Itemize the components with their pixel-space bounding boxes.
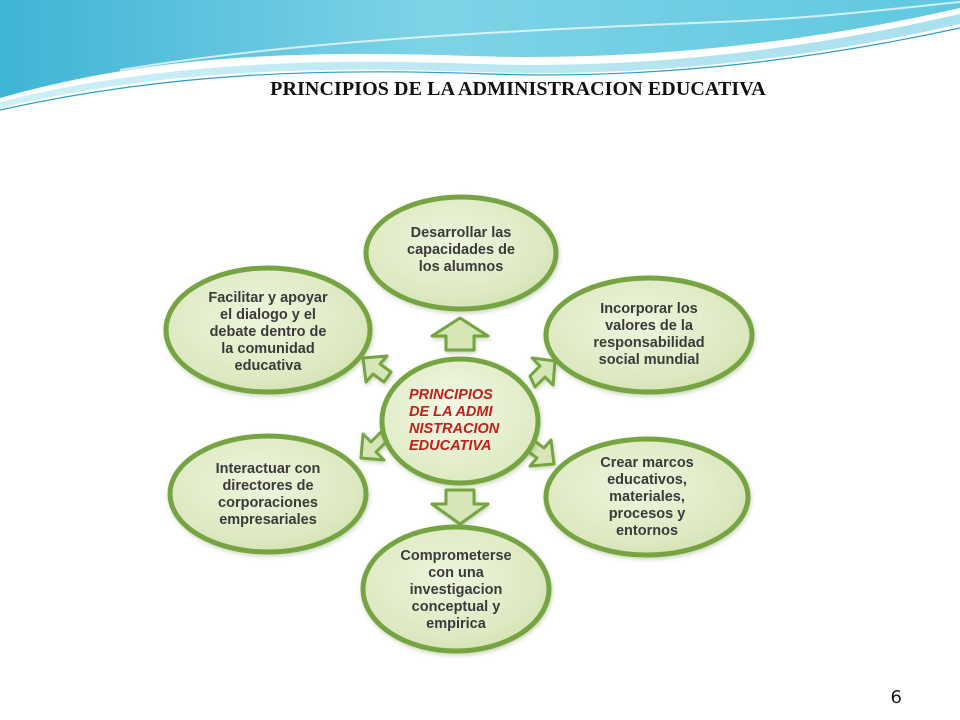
slide-title: PRINCIPIOS DE LA ADMINISTRACION EDUCATIVA <box>270 78 766 100</box>
node-4-line-1: Comprometerse <box>400 548 512 564</box>
node-3-line-3: materiales, <box>609 489 685 505</box>
arrow-to-node-6 <box>363 356 391 382</box>
arrow-to-node-2 <box>530 358 555 387</box>
node-4-line-4: conceptual y <box>411 599 501 615</box>
node-4-line-2: con una <box>428 565 484 581</box>
node-5-line-4: empresariales <box>219 512 317 528</box>
center-line-1: PRINCIPIOS <box>409 387 493 403</box>
node-4-line-5: empirica <box>426 616 486 632</box>
node-6-line-2: el dialogo y el <box>220 307 316 323</box>
node-2-line-3: responsabilidad <box>593 335 705 351</box>
center-line-4: EDUCATIVA <box>409 438 492 454</box>
node-1-line-2: capacidades de <box>407 242 515 258</box>
arrow-to-node-4 <box>432 490 488 524</box>
node-2-line-4: social mundial <box>598 352 700 368</box>
node-5-line-3: corporaciones <box>218 495 318 511</box>
node-1-line-3: los alumnos <box>418 259 504 275</box>
node-2-line-2: valores de la <box>605 318 693 334</box>
node-5-line-1: Interactuar con <box>215 461 321 477</box>
node-6-line-5: educativa <box>234 358 302 374</box>
node-6-line-1: Facilitar y apoyar <box>208 290 328 306</box>
node-5-ellipse <box>170 436 366 552</box>
node-1-line-1: Desarrollar las <box>410 225 512 241</box>
arrow-to-node-1 <box>432 318 488 350</box>
center-line-3: NISTRACION <box>409 421 500 437</box>
node-3-line-2: educativos, <box>607 472 687 488</box>
center-line-2: DE LA ADMI <box>409 404 493 420</box>
node-2-line-1: Incorporar los <box>600 301 698 317</box>
page-number: 6 <box>890 687 902 708</box>
node-3-line-5: entornos <box>615 523 679 539</box>
node-6-line-3: debate dentro de <box>209 324 327 340</box>
node-4-line-3: investigacion <box>409 582 503 598</box>
node-6-line-4: la comunidad <box>221 341 315 357</box>
node-3-line-4: procesos y <box>608 506 686 522</box>
node-5-line-2: directores de <box>222 478 314 494</box>
node-3-line-1: Crear marcos <box>600 455 694 471</box>
